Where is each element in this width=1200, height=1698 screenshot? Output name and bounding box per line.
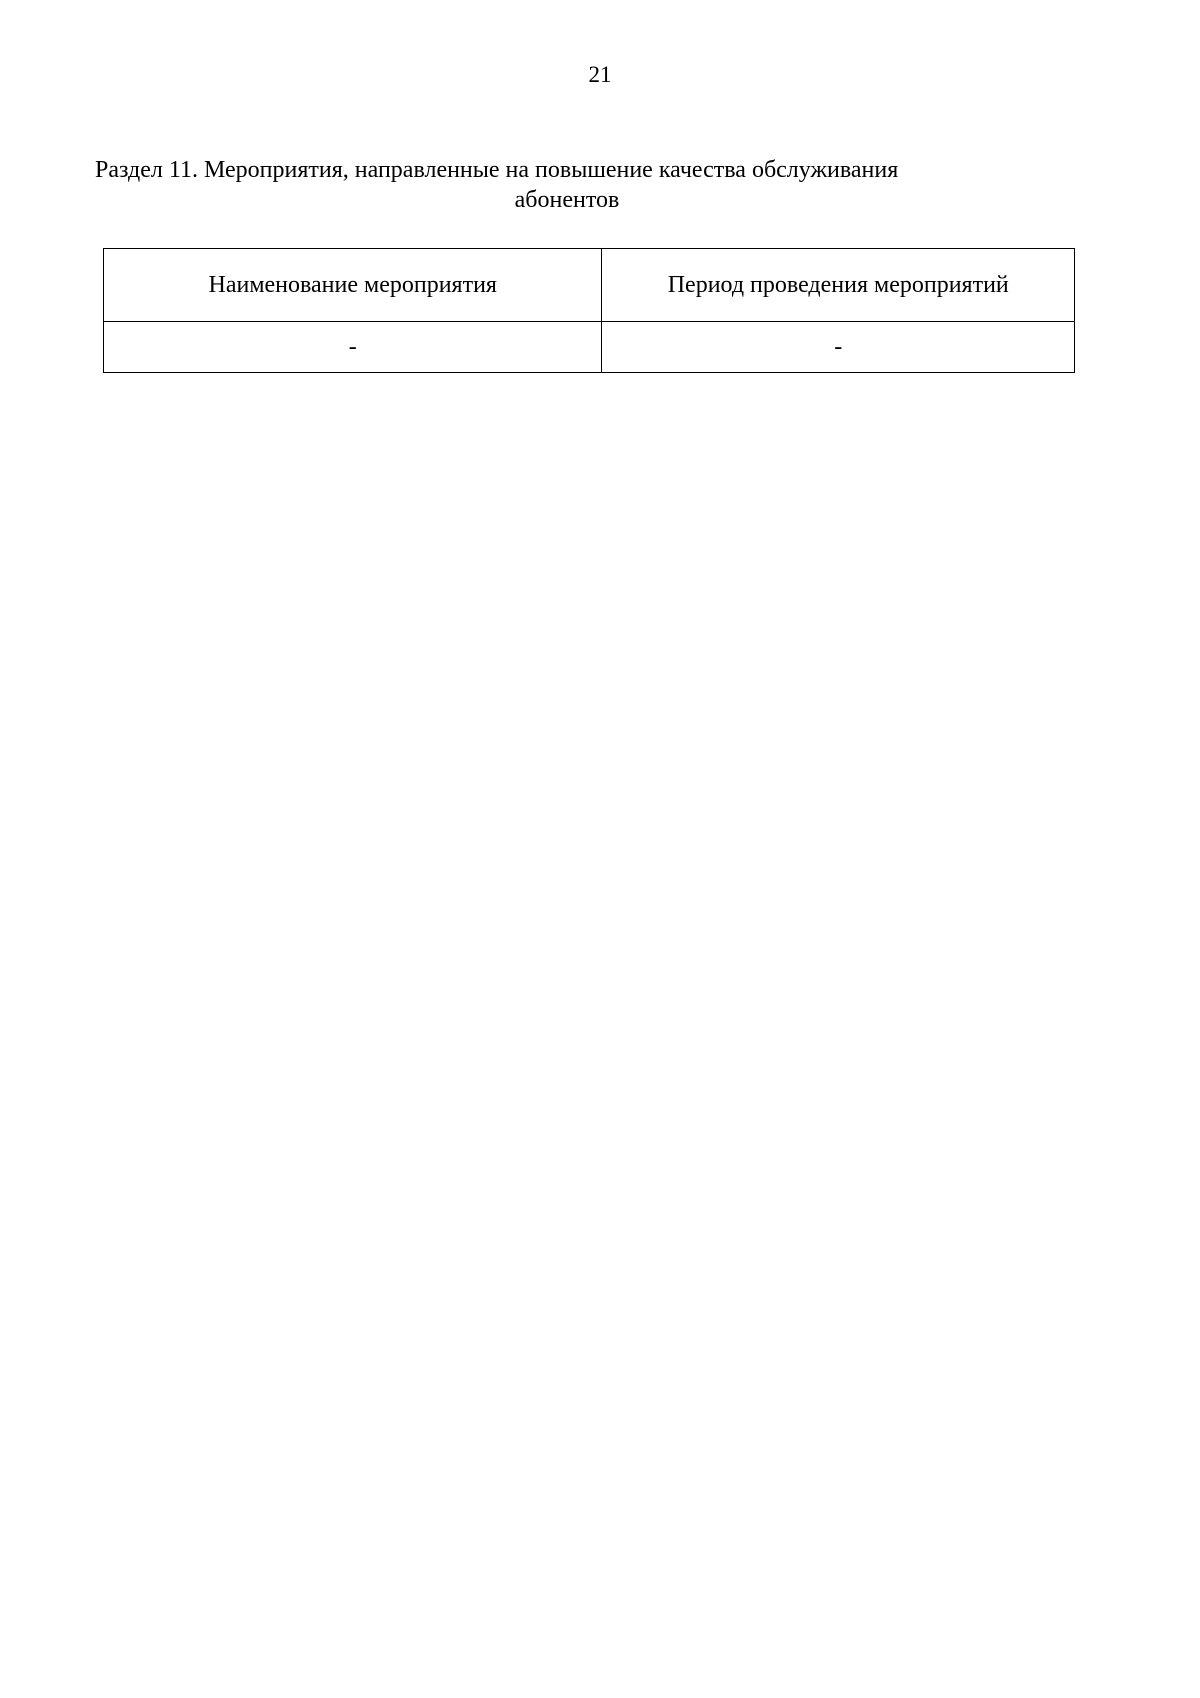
table-row [104, 322, 1075, 373]
cell-measure-period: - [602, 322, 1075, 373]
header-measure-name: Наименование мероприятия [104, 249, 602, 322]
measures-table [103, 248, 1075, 373]
section-title-line-2: абонентов [514, 187, 620, 213]
header-measure-period: Период проведения мероприятий [602, 249, 1075, 322]
section-title [95, 155, 1095, 215]
section-title-line-1: Раздел 11. Мероприятия, направленные на повышение качества обслуживания [95, 157, 899, 183]
cell-measure-name: - [104, 322, 602, 373]
table-header-row [104, 249, 1075, 322]
page-number: 21 [588, 62, 612, 87]
